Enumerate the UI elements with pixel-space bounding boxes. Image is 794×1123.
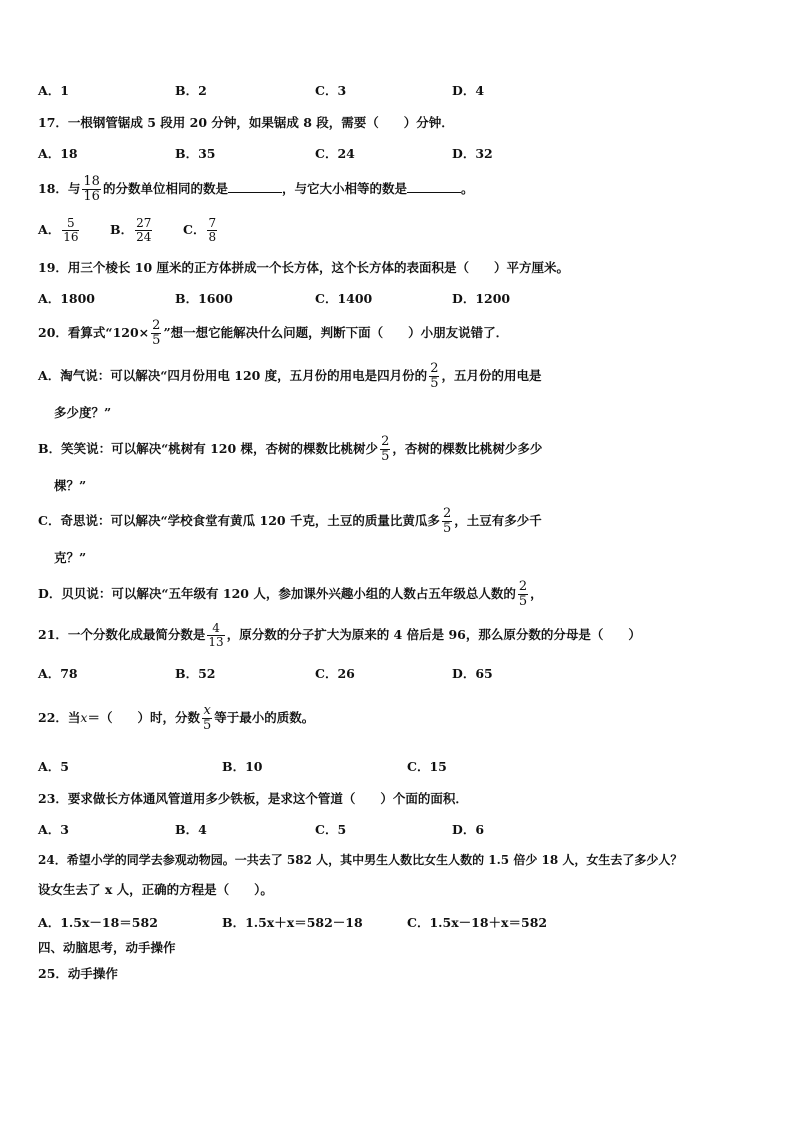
q19-option-a: A．1800: [38, 291, 95, 306]
q21-option-a: A．78: [38, 666, 78, 681]
q25-stem: 25．动手操作: [38, 966, 118, 981]
q18-option-a: A． $\frac{5}{16}$: [38, 216, 79, 244]
q18-blank-1[interactable]: [228, 181, 282, 193]
q17-option-a: A．18: [38, 146, 78, 161]
section-4-heading: 四、动脑思考，动手操作: [38, 940, 176, 955]
q19-stem: 19．用三个棱长 10 厘米的正方体拼成一个长方体，这个长方体的表面积是（ ）平方厘米。: [38, 260, 569, 275]
q24-stem-line1: 24．希望小学的同学去参观动物园。一共去了 582 人，其中男生人数比女生人数的 1.5 倍少 18 人，女生去了多少人？: [38, 853, 683, 867]
q20-option-d: D．贝贝说：可以解决“五年级有 120 人，参加课外兴趣小组的人数占五年级总人数的 $\frac{2}{5}$ ，: [38, 579, 543, 609]
q18-stem: 18．与 $\frac{18}{16}$ 的分数单位相同的数是 ，与它大小相等的数是 。: [38, 174, 474, 204]
q17-stem: 17．一根钢管锯成 5 段用 20 分钟，如果锯成 8 段，需要（ ）分钟．: [38, 115, 454, 130]
q21-stem: 21．一个分数化成最简分数是 $\frac{4}{13}$ ，原分数的分子扩大为原来的 4 倍后是 96，那么原分数的分母是（ ）: [38, 621, 641, 649]
q24-stem-line2: 设女生去了 x 人，正确的方程是（ ）。: [38, 882, 273, 897]
q24-option-b: B．1.5x＋x＝582－18: [222, 915, 363, 930]
q23-option-a: A．3: [38, 822, 69, 837]
q23-stem: 23．要求做长方体通风管道用多少铁板，是求这个管道（ ）个面的面积．: [38, 791, 468, 806]
q20-option-b: B．笑笑说：可以解决“桃树有 120 棵，杏树的棵数比桃树少 $\frac{2}{5}$ ，杏树的棵数比桃树少多少: [38, 434, 543, 464]
q21-option-c: C．26: [315, 666, 355, 681]
q23-option-b: B．4: [175, 822, 207, 837]
q20-stem: 20．看算式“120× $\frac{2}{5}$ ”想一想它能解决什么问题，判断下面（ ）小朋友说错了．: [38, 318, 509, 348]
q16-option-a: A．1: [38, 83, 69, 98]
q20-option-c-cont: 克？”: [54, 550, 87, 565]
q22-option-b: B．10: [222, 759, 263, 774]
q22-option-c: C．15: [407, 759, 447, 774]
q18-option-b: B． $\frac{27}{24}$: [110, 216, 152, 244]
q22-stem: 22．当x＝（ ）时，分数 $\frac{x}{5}$ 等于最小的质数。: [38, 703, 315, 733]
q23-option-c: C．5: [315, 822, 347, 837]
q23-option-d: D．6: [452, 822, 485, 837]
q19-option-b: B．1600: [175, 291, 233, 306]
q24-option-c: C．1.5x－18＋x＝582: [407, 915, 548, 930]
q17-option-b: B．35: [175, 146, 216, 161]
q20-option-a-cont: 多少度？”: [54, 405, 112, 420]
q19-option-c: C．1400: [315, 291, 373, 306]
q19-option-d: D．1200: [452, 291, 511, 306]
q18-option-c: C． $\frac{7}{8}$: [183, 216, 217, 244]
q17-option-c: C．24: [315, 146, 355, 161]
q20-option-a: A．淘气说：可以解决“四月份用电 120 度，五月份的用电是四月份的 $\frac{2}{5}$ ，五月份的用电是: [38, 361, 542, 391]
q21-option-d: D．65: [452, 666, 493, 681]
q18-blank-2[interactable]: [407, 181, 461, 193]
q20-option-c: C．奇思说：可以解决“学校食堂有黄瓜 120 千克，土豆的质量比黄瓜多 $\frac{2}{5}$ ，土豆有多少千: [38, 506, 542, 536]
q16-option-b: B．2: [175, 83, 207, 98]
q20-option-b-cont: 棵？”: [54, 478, 87, 493]
q22-option-a: A．5: [38, 759, 69, 774]
q17-option-d: D．32: [452, 146, 493, 161]
q16-option-c: C．3: [315, 83, 347, 98]
q24-option-a: A．1.5x－18＝582: [38, 915, 158, 930]
q16-option-d: D．4: [452, 83, 485, 98]
q21-option-b: B．52: [175, 666, 216, 681]
q18-fraction: $\frac{18}{16}$: [83, 174, 100, 204]
